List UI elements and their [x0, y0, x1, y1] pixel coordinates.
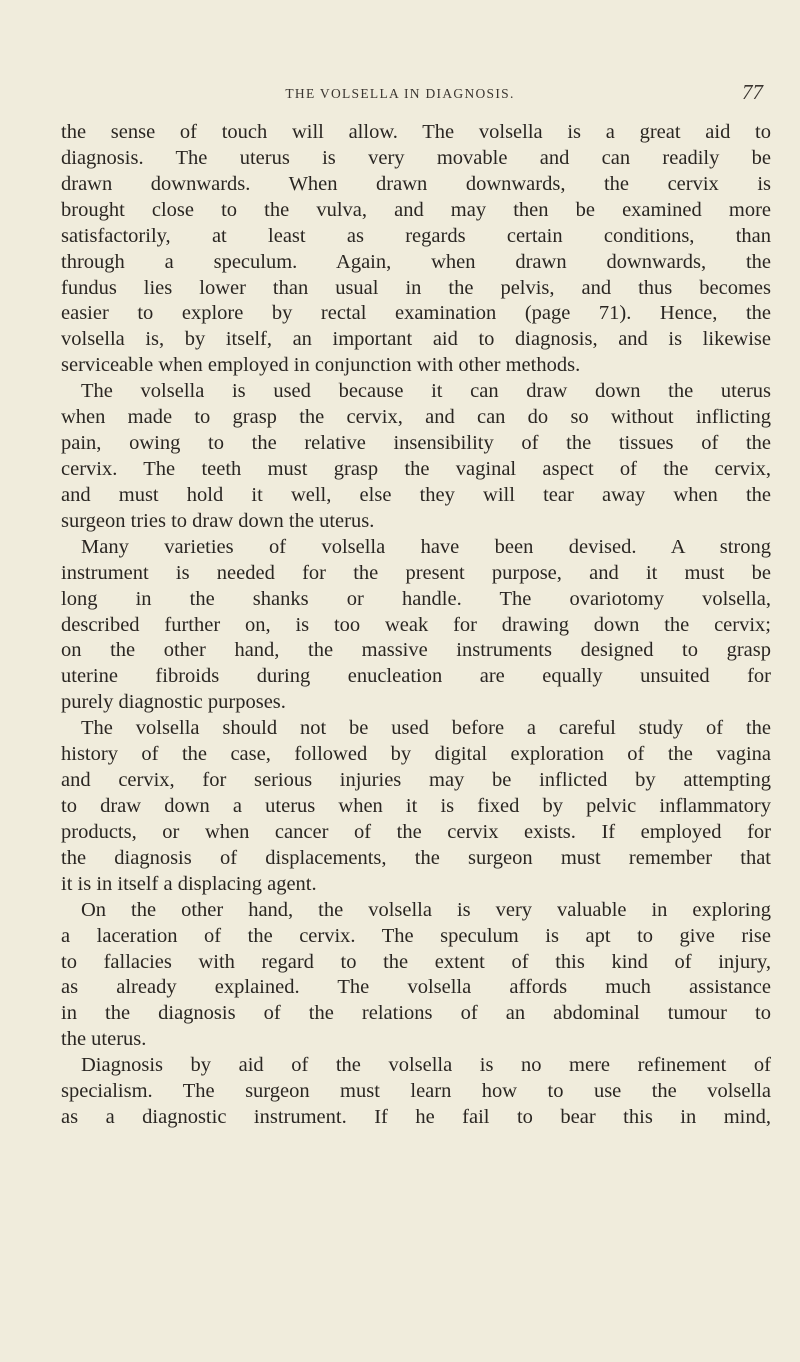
running-title: THE VOLSELLA IN DIAGNOSIS.: [285, 86, 515, 101]
text-line: cervix. The teeth must grasp the vaginal aspect of the cervix,: [61, 457, 771, 480]
body-text: [61, 120, 771, 1131]
text-line: and cervix, for serious injuries may be inflicted by attempting: [61, 769, 771, 792]
paragraph: [61, 535, 771, 716]
text-line: the sense of touch will allow. The volsella is a great aid to: [61, 121, 771, 143]
running-head: [0, 80, 800, 110]
text-line: history of the case, followed by digital exploration of the vagina: [61, 743, 771, 766]
text-line: when made to grasp the cervix, and can do so without inflicting: [61, 406, 771, 429]
text-line: drawn downwards. When drawn downwards, the cervix is: [61, 172, 771, 195]
text-line: purely diagnostic purposes.: [61, 691, 286, 714]
page-number: 77: [742, 80, 763, 104]
paragraph: [61, 898, 771, 1054]
text-line: On the other hand, the volsella is very valuable in exploring: [81, 898, 771, 921]
text-line: easier to explore by rectal examination (page 71). Hence, the: [61, 302, 771, 325]
text-line: the uterus.: [61, 1028, 147, 1051]
paragraph: [61, 379, 771, 535]
text-line: as already explained. The volsella affords much assistance: [61, 976, 771, 999]
text-line: satisfactorily, at least as regards certain conditions, than: [61, 224, 771, 247]
text-line: uterine fibroids during enucleation are equally unsuited for: [61, 665, 771, 688]
text-line: it is in itself a displacing agent.: [61, 872, 317, 895]
text-line: fundus lies lower than usual in the pelvis, and thus becomes: [61, 276, 771, 299]
text-line: the diagnosis of displacements, the surgeon must remember that: [61, 846, 771, 869]
text-line: The volsella is used because it can draw down the uterus: [81, 380, 771, 403]
text-line: to fallacies with regard to the extent of this kind of injury,: [61, 950, 771, 973]
text-line: as a diagnostic instrument. If he fail to bear this in mind,: [61, 1106, 771, 1129]
text-line: and must hold it well, else they will tear away when the: [61, 483, 771, 506]
text-line: through a speculum. Again, when drawn downwards, the: [61, 250, 771, 273]
paragraph: [61, 120, 771, 379]
text-line: products, or when cancer of the cervix exists. If employed for: [61, 820, 771, 843]
text-line: Many varieties of volsella have been devised. A strong: [81, 535, 771, 558]
text-line: specialism. The surgeon must learn how to use the volsella: [61, 1080, 771, 1103]
text-line: to draw down a uterus when it is fixed by pelvic inflammatory: [61, 794, 771, 817]
text-line: brought close to the vulva, and may then be examined more: [61, 198, 771, 221]
text-line: surgeon tries to draw down the uterus.: [61, 509, 375, 532]
text-line: described further on, is too weak for drawing down the cervix;: [61, 613, 771, 636]
text-line: The volsella should not be used before a careful study of the: [81, 717, 771, 740]
text-line: a laceration of the cervix. The speculum is apt to give rise: [61, 924, 771, 947]
paragraph: [61, 716, 771, 897]
paragraph: [61, 1053, 771, 1131]
text-line: serviceable when employed in conjunction with other methods.: [61, 354, 581, 377]
text-line: long in the shanks or handle. The ovariotomy volsella,: [61, 587, 771, 610]
text-line: in the diagnosis of the relations of an abdominal tumour to: [61, 1002, 771, 1025]
text-line: on the other hand, the massive instruments designed to grasp: [61, 639, 771, 662]
text-line: pain, owing to the relative insensibility of the tissues of the: [61, 432, 771, 455]
text-line: diagnosis. The uterus is very movable and can readily be: [61, 146, 771, 169]
text-line: instrument is needed for the present purpose, and it must be: [61, 561, 771, 584]
text-line: volsella is, by itself, an important aid to diagnosis, and is likewise: [61, 328, 771, 351]
text-line: Diagnosis by aid of the volsella is no mere refinement of: [81, 1054, 771, 1077]
